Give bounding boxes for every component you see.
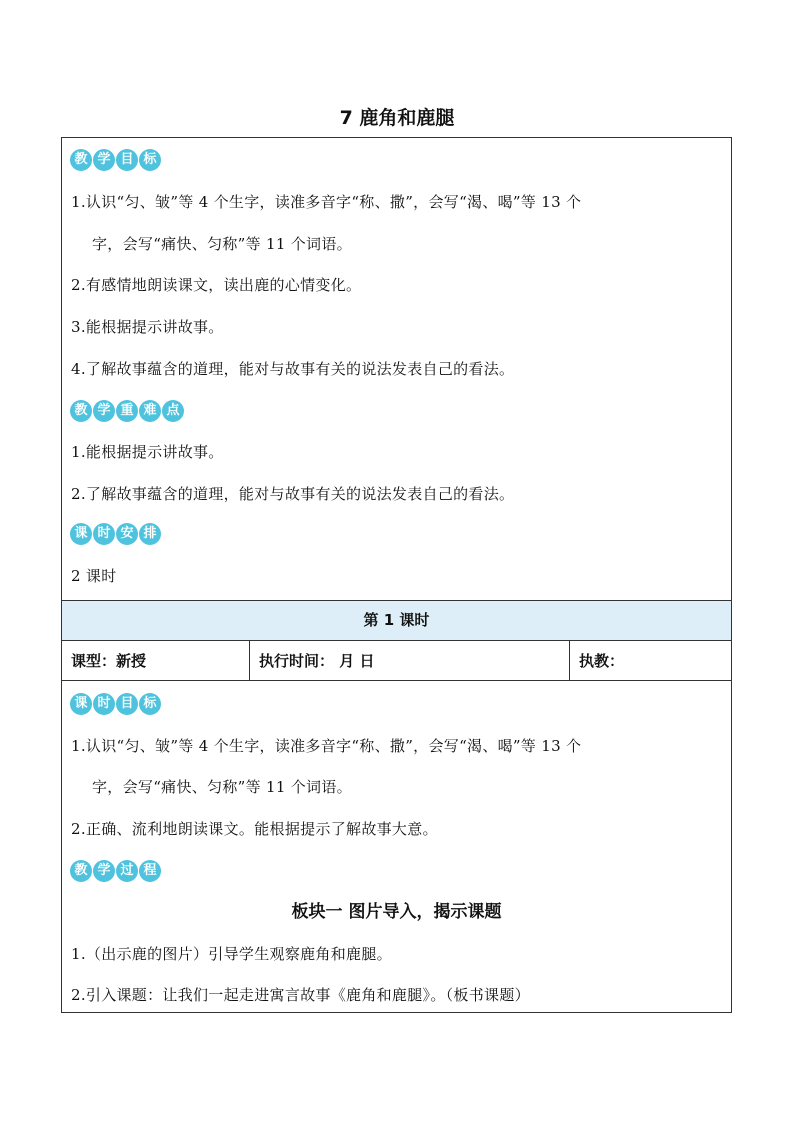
badge-char: 学 <box>93 400 115 422</box>
goal-line: 字，会写“痛快、匀称”等 11 个词语。 <box>92 235 352 253</box>
badge-char: 课 <box>70 523 92 545</box>
badge-lesson-goals <box>70 693 161 715</box>
badge-char: 标 <box>139 149 161 171</box>
goal-line: 4.了解故事蕴含的道理，能对与故事有关的说法发表自己的看法。 <box>71 360 515 378</box>
badge-char: 课 <box>70 693 92 715</box>
badge-char: 学 <box>93 860 115 882</box>
badge-char: 学 <box>93 149 115 171</box>
lesson-type: 课型：新授 <box>71 652 147 670</box>
key-point-line: 1.能根据提示讲故事。 <box>71 443 224 461</box>
lesson-info-row <box>62 640 731 680</box>
badge-char: 教 <box>70 149 92 171</box>
page-title: 7 鹿角和鹿腿 <box>339 107 455 129</box>
goal-line: 1.认识“匀、皱”等 4 个生字，读准多音字“称、撒”，会写“渴、喝”等 13 个 <box>71 193 582 211</box>
badge-char: 目 <box>116 693 138 715</box>
goal-line: 3.能根据提示讲故事。 <box>71 318 224 336</box>
badge-char: 点 <box>162 400 184 422</box>
badge-char: 教 <box>70 860 92 882</box>
lesson-time: 执行时间： 月 日 <box>249 641 569 681</box>
process-line: 1.（出示鹿的图片）引导学生观察鹿角和鹿腿。 <box>71 945 392 963</box>
lesson-goal-line: 1.认识“匀、皱”等 4 个生字，读准多音字“称、撒”，会写“渴、喝”等 13 个 <box>71 737 582 755</box>
badge-char: 重 <box>116 400 138 422</box>
process-line: 2.引入课题：让我们一起走进寓言故事《鹿角和鹿腿》。（板书课题） <box>71 986 530 1004</box>
schedule-value: 2 课时 <box>71 567 117 585</box>
lesson-goal-line: 字，会写“痛快、匀称”等 11 个词语。 <box>92 778 352 796</box>
badge-char: 教 <box>70 400 92 422</box>
badge-char: 时 <box>93 523 115 545</box>
section-title: 板块一 图片导入，揭示课题 <box>291 902 502 922</box>
lesson-plan-table <box>61 137 732 1013</box>
lesson-header-row <box>62 600 731 640</box>
lesson-header: 第 1 课时 <box>363 611 430 629</box>
badge-schedule <box>70 523 161 545</box>
badge-char: 时 <box>93 693 115 715</box>
lesson-goal-line: 2.正确、流利地朗读课文。能根据提示了解故事大意。 <box>71 820 438 838</box>
badge-char: 程 <box>139 860 161 882</box>
badge-char: 安 <box>116 523 138 545</box>
key-point-line: 2.了解故事蕴含的道理，能对与故事有关的说法发表自己的看法。 <box>71 485 515 503</box>
badge-process <box>70 860 161 882</box>
overview-cell <box>62 138 731 600</box>
badge-char: 目 <box>116 149 138 171</box>
lesson-body-cell <box>62 680 731 1012</box>
badge-teaching-goals <box>70 149 161 171</box>
goal-line: 2.有感情地朗读课文，读出鹿的心情变化。 <box>71 276 362 294</box>
lesson-teacher: 执教： <box>569 641 731 681</box>
badge-char: 排 <box>139 523 161 545</box>
badge-char: 难 <box>139 400 161 422</box>
badge-char: 标 <box>139 693 161 715</box>
badge-key-points <box>70 400 184 422</box>
badge-char: 过 <box>116 860 138 882</box>
